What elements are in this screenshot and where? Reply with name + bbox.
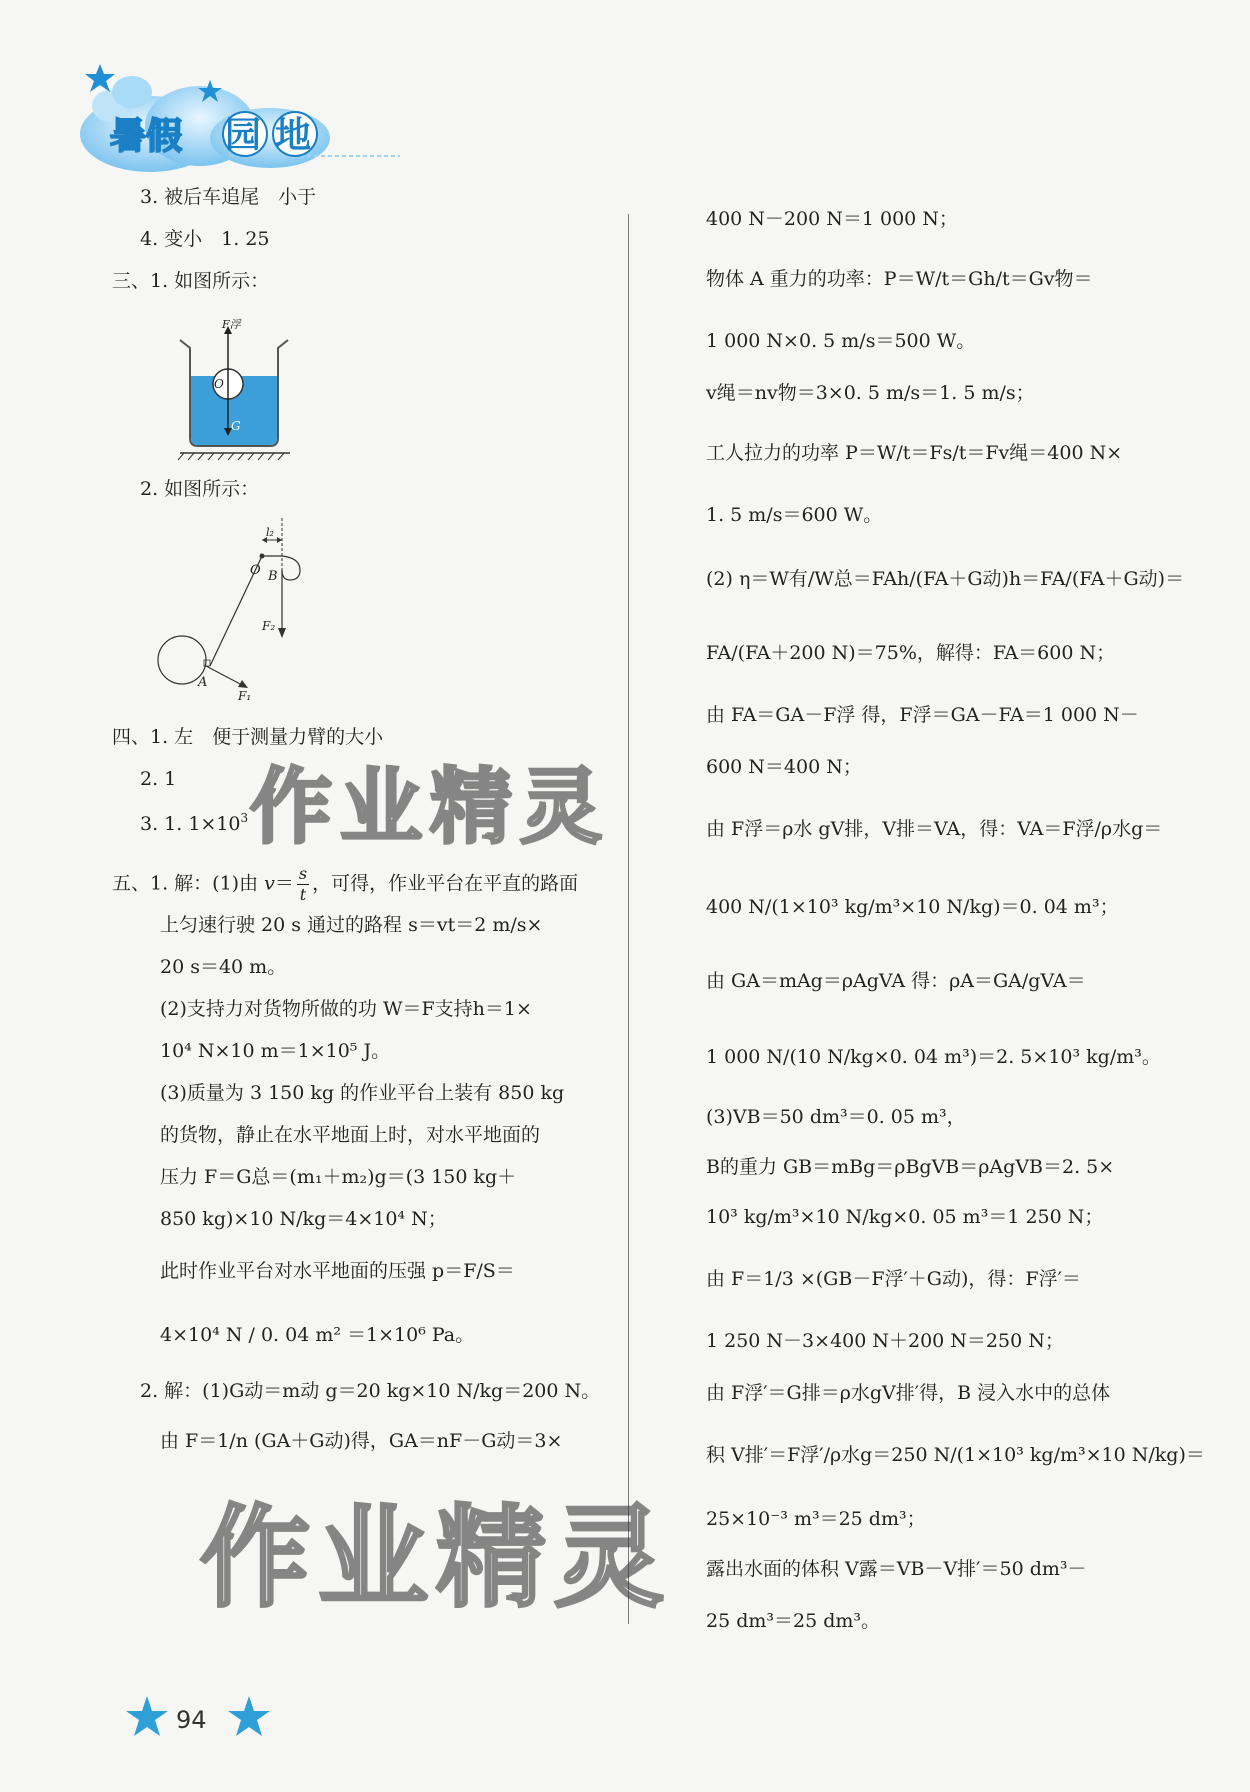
answer-line: 1 250 N－3×400 N＋200 N＝250 N； [706,1330,1064,1352]
answer-line: 由 GA＝mAg＝ρAgVA 得：ρA＝GA/gVA＝ [706,970,1086,992]
answer-line: 上匀速行驶 20 s 通过的路程 s＝vt＝2 m/s× [160,914,543,936]
answer-line: 由 F浮＝ρ水 gV排，V排＝VA，得：VA＝F浮/ρ水g＝ [706,818,1163,840]
section-heading: 四、1. 左 便于测量力臂的大小 [112,726,384,748]
fraction: $\frac{s}{t}$ [298,864,308,904]
answer-line: 1. 5 m/s＝600 W。 [706,504,883,526]
answer-line: 4. 变小 1. 25 [140,228,270,250]
answer-line: (2)支持力对货物所做的功 W＝F支持h＝1× [160,998,532,1020]
answer-text: 3. 1. 1×10 [140,813,241,835]
answer-line: 4×10⁴ N / 0. 04 m² ＝1×10⁶ Pa。 [160,1324,475,1346]
answer-line: B的重力 GB＝mBg＝ρBgVB＝ρAgVB＝2. 5× [706,1156,1115,1178]
page-number: 94 [176,1706,207,1734]
answer-line: 由 F＝1/3 ×(GB－F浮′＋G动)，得：F浮′＝ [706,1268,1081,1290]
answer-line: 25×10⁻³ m³＝25 dm³； [706,1508,926,1530]
header-title-a: 暑假 [110,116,183,157]
answer-line: 400 N－200 N＝1 000 N； [706,208,958,230]
answer-line: 工人拉力的功率 P＝W/t＝Fs/t＝Fv绳＝400 N× [706,442,1123,464]
header-title-b: 园地 [225,115,326,156]
answer-line: 由 F浮′＝G排＝ρ水gV排′得，B 浸入水中的总体 [706,1382,1111,1404]
header-logo [70,56,400,186]
point-label-a: A [198,675,208,690]
answer-line: 2. 解：(1)G动＝m动 g＝20 kg×10 N/kg＝200 N。 [140,1380,601,1402]
arm-label-l2: l₂ [266,526,274,539]
answer-line: (3)VB＝50 dm³＝0. 05 m³， [706,1106,966,1128]
answer-line: 2. 1 [140,768,177,790]
answer-line: 25 dm³＝25 dm³。 [706,1610,881,1632]
answer-line: 1 000 N/(10 N/kg×0. 04 m³)＝2. 5×10³ kg/m³。 [706,1046,1161,1068]
answer-line: (3)质量为 3 150 kg 的作业平台上装有 850 kg [160,1082,565,1104]
answer-line: 1 000 N×0. 5 m/s＝500 W。 [706,330,976,352]
force-label-f2: F₂ [262,619,276,633]
footer-star-icon [226,1694,272,1740]
section-heading: 五、1. 解：(1)由 v＝ $\frac{s}{t}$ ，可得，作业平台在平直的路面 [112,864,579,904]
answer-line: 600 N＝400 N； [706,756,862,778]
exponent: 3 [240,811,249,825]
answer-line: 由 F＝1/n (GA＋G动)得，GA＝nF－G动＝3× [160,1430,563,1452]
watermark: 作业精灵 [200,1494,672,1622]
force-label-f1: F₁ [238,689,252,700]
answer-line: 3. 被后车追尾 小于 [140,186,317,208]
answer-text: ，可得，作业平台在平直的路面 [312,872,579,895]
force-label-buoyancy: F浮 [222,318,241,331]
answer-line: 400 N/(1×10³ kg/m³×10 N/kg)＝0. 04 m³； [706,896,1119,918]
answer-line: 10³ kg/m³×10 N/kg×0. 05 m³＝1 250 N； [706,1206,1104,1228]
star-icon [85,64,115,92]
point-label-o: O [214,377,224,391]
answer-line: 压力 F＝G总＝(m₁＋m₂)g＝(3 150 kg＋ [160,1166,517,1188]
beaker-diagram [170,318,310,468]
answer-line: 物体 A 重力的功率：P＝W/t＝Gh/t＝Gv物＝ [706,268,1093,290]
answer-line: 10⁴ N×10 m＝1×10⁵ J。 [160,1040,391,1062]
answer-line: 露出水面的体积 V露＝VB－V排′＝50 dm³－ [706,1558,1087,1580]
column-divider [628,214,629,1624]
answer-line: 2. 如图所示： [140,478,260,500]
answer-line: 20 s＝40 m。 [160,956,287,978]
point-label-b: B [268,569,278,584]
answer-line: 此时作业平台对水平地面的压强 p＝F/S＝ [160,1260,515,1282]
force-label-gravity: G [231,419,241,433]
answer-line: FA/(FA＋200 N)＝75%，解得：FA＝600 N； [706,642,1116,664]
answer-line: 850 kg)×10 N/kg＝4×10⁴ N； [160,1208,447,1230]
answer-line: v绳＝nv物＝3×0. 5 m/s＝1. 5 m/s； [706,382,1035,404]
point-label-o: O [250,563,261,578]
answer-line: 积 V排′＝F浮′/ρ水g＝250 N/(1×10³ kg/m³×10 N/kg)＝ [706,1444,1205,1466]
answer-line [140,812,248,834]
answer-line: 的货物，静止在水平地面上时，对水平地面的 [160,1124,541,1146]
footer-star-icon [124,1694,170,1740]
answer-line: (2) η＝W有/W总＝FAh/(FA＋G动)h＝FA/(FA＋G动)＝ [706,568,1185,590]
watermark: 作业精灵 [250,760,611,855]
answer-text: 五、1. 解：(1)由 [112,872,265,895]
lever-diagram [150,514,320,700]
answer-line: 由 FA＝GA－F浮 得，F浮＝GA－FA＝1 000 N－ [706,704,1139,726]
section-heading: 三、1. 如图所示： [112,270,270,292]
